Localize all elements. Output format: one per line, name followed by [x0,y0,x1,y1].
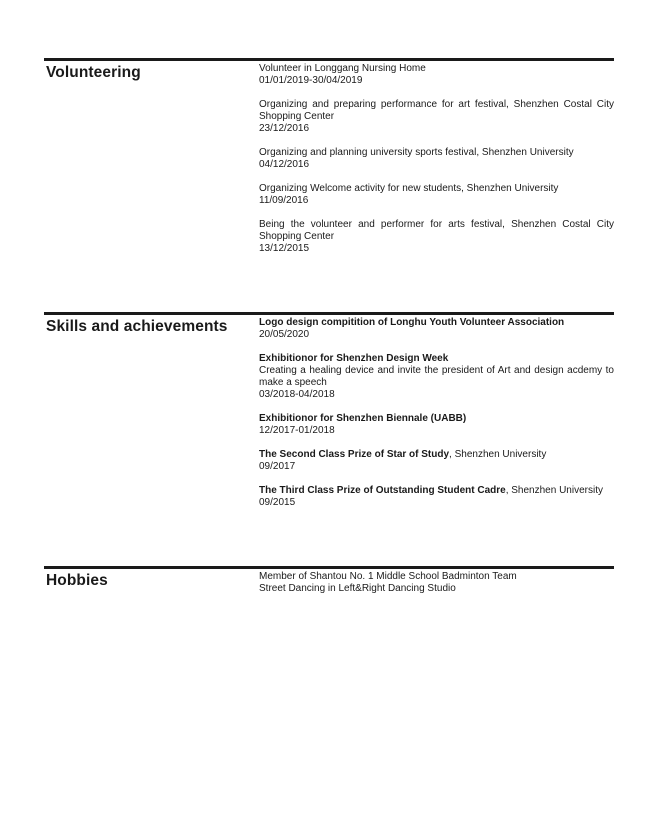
entry-heading [259,485,614,497]
list-item [259,413,614,437]
entry-description: Organizing and preparing performance for art festival, Shenzhen Costal City Shopping Center [259,99,614,122]
section-title: Volunteering [46,64,141,81]
entry-date: 12/2017-01/2018 [259,425,335,436]
list-item [259,317,614,341]
section-title: Skills and achievements [46,318,228,335]
entry-heading [259,449,614,461]
hobby-line: Member of Shantou No. 1 Middle School Badminton Team [259,571,517,582]
entry-date: 09/2015 [259,497,296,508]
entry-date: 04/12/2016 [259,159,310,170]
section-divider [44,566,614,569]
entry-description: Creating a healing device and invite the president of Art and design acdemy to make a speech [259,365,614,388]
entry-description: Volunteer in Longgang Nursing Home [259,63,426,74]
list-item [259,219,614,255]
entry-date: 23/12/2016 [259,123,310,134]
list-item [259,63,614,87]
list-item [259,99,614,135]
entry-heading [259,317,614,329]
section-divider [44,312,614,315]
entry-institution: , Shenzhen University [449,449,547,460]
hobby-line: Street Dancing in Left&Right Dancing Studio [259,583,456,594]
entry-title: Exhibitionor for Shenzhen Biennale (UABB) [259,413,467,424]
section-divider [44,58,614,61]
entry-title: Exhibitionor for Shenzhen Design Week [259,353,449,364]
entry-description: Organizing Welcome activity for new students, Shenzhen University [259,183,559,194]
volunteering-entries [259,63,614,255]
entry-description: Being the volunteer and performer for arts festival, Shenzhen Costal City Shopping Center [259,219,614,242]
entry-description: Organizing and planning university sports festival, Shenzhen University [259,147,574,158]
list-item [259,183,614,207]
entry-date: 13/12/2015 [259,243,310,254]
entry-date: 11/09/2016 [259,195,309,206]
entry-title: The Third Class Prize of Outstanding Student Cadre [259,485,506,496]
section-title: Hobbies [46,572,108,589]
list-item [259,571,614,595]
list-item [259,353,614,401]
entry-date: 20/05/2020 [259,329,310,340]
list-item [259,147,614,171]
entry-heading [259,353,614,365]
entry-date: 03/2018-04/2018 [259,389,335,400]
entry-institution: , Shenzhen University [505,485,603,496]
entry-title: Logo design compitition of Longhu Youth Volunteer Association [259,317,565,328]
list-item [259,485,614,509]
entry-title: The Second Class Prize of Star of Study [259,449,450,460]
entry-heading [259,413,614,425]
entry-date: 09/2017 [259,461,296,472]
skills-entries [259,317,614,509]
entry-date: 01/01/2019-30/04/2019 [259,75,363,86]
hobbies-entries [259,571,614,595]
list-item [259,449,614,473]
